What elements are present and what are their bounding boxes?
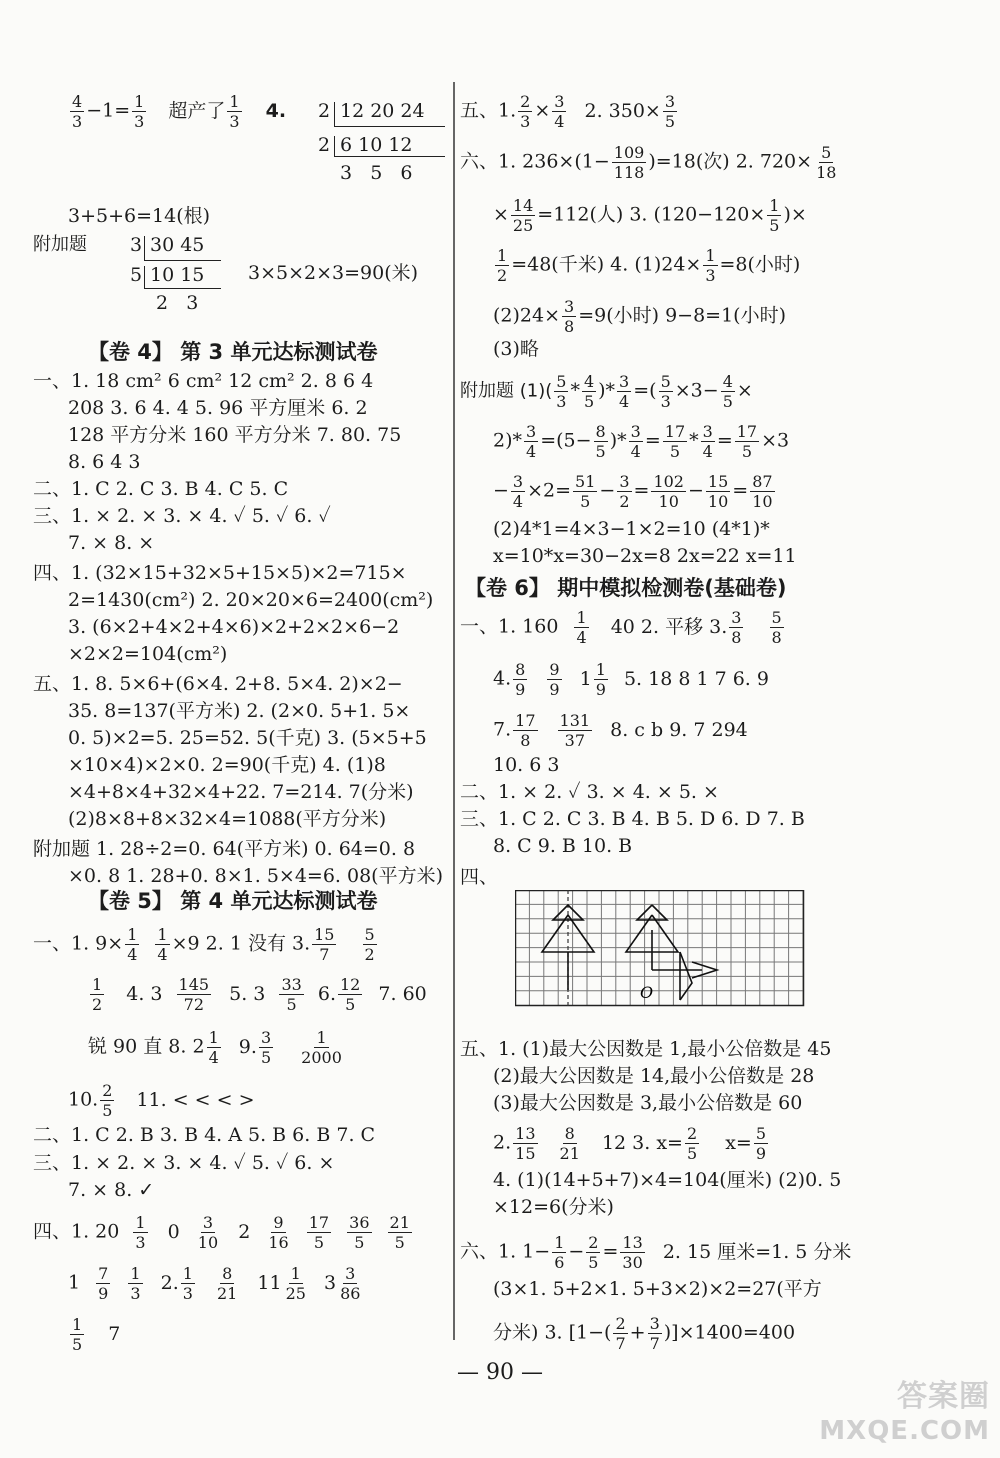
answer-line: 0. 5)×2=5. 25=52. 5(千克) 3. (5×5+5 xyxy=(68,727,427,749)
answer-line: ×0. 8 1. 28+0. 8×1. 5×4=6. 08(平方米) xyxy=(68,865,444,887)
answer-line: 8. C 9. B 10. B xyxy=(493,835,633,857)
section-heading: 【卷 4】 第 3 单元达标测试卷 xyxy=(88,340,378,364)
fraction: $\frac{1}{3}$ xyxy=(134,92,145,131)
answer-line: ×12=6(分米) xyxy=(493,1196,614,1218)
fraction: $\frac{1}{3}$ xyxy=(229,92,240,131)
answer-line: (2)24× $\frac{3}{8}$ =9(小时) 9−8=1(小时) xyxy=(493,297,787,336)
answer-line: ×10×4)×2×0. 2=90(千克) 4. (1)8 xyxy=(68,754,386,776)
answer-line: 10. 6 3 xyxy=(493,754,560,776)
answer-line: 四、1. 20 $\frac{1}{3}$ 0 $\frac{3}{10}$ 2 $\frac{9}{16}$ $\frac{17}{5}$ $\frac{36}{5}$ $\frac{21}{5}$ xyxy=(33,1213,410,1252)
answer-line: 一、1. 18 cm² 6 cm² 12 cm² 2. 8 6 4 xyxy=(33,370,374,392)
answer-line: 一、1. 160 $\frac{1}{4}$ 40 2. 平移 3. $\frac{3}{8}$ $\frac{5}{8}$ xyxy=(460,608,782,647)
answer-line: 二、1. C 2. B 3. B 4. A 5. B 6. B 7. C xyxy=(33,1124,376,1146)
answer-line: ×4+8×4+32×4+22. 7=214. 7(分米) xyxy=(68,781,414,803)
section-heading: 【卷 5】 第 4 单元达标测试卷 xyxy=(88,889,378,913)
answer-line: $\frac{4}{3}$ −1= $\frac{1}{3}$ 超产了 $\frac{1}{3}$ 4. xyxy=(72,92,287,131)
answer-line: 208 3. 6 4. 4 5. 96 平方厘米 6. 2 xyxy=(68,397,368,419)
answer-line: 分米) 3. [1−( $\frac{2}{7}$ + $\frac{3}{7}$ )]×1400=400 xyxy=(493,1314,796,1353)
answer-line: 五、1. 8. 5×6+(6×4. 2+8. 5×4. 2)×2− xyxy=(33,673,403,695)
answer-line: 二、1. C 2. C 3. B 4. C 5. C xyxy=(33,478,289,500)
answer-line: × $\frac{14}{25}$ =112(人) 3. (120−120× $\frac{1}{5}$ )× xyxy=(493,196,807,235)
answer-line: 2=1430(cm²) 2. 20×20×6=2400(cm²) xyxy=(68,589,434,611)
section-label: 附加题 xyxy=(33,234,87,255)
answer-line: $\frac{1}{2}$ 4. 3 $\frac{145}{72}$ 5. 3 $\frac{33}{5}$ 6. $\frac{12}{5}$ 7. 60 xyxy=(92,975,427,1014)
answer-line: 7. $\frac{17}{8}$ $\frac{131}{37}$ 8. c b 9. 7 294 xyxy=(493,711,748,750)
answer-line: 8. 6 4 3 xyxy=(68,451,141,473)
answer-line: 五、1. $\frac{2}{3}$ × $\frac{3}{4}$ 2. 350× $\frac{3}{5}$ xyxy=(460,92,676,131)
answer-line: 3. (6×2+4×2+4×6)×2+2×2×6−2 xyxy=(68,616,400,638)
answer-line: $\frac{1}{5}$ 7 xyxy=(72,1315,121,1354)
answer-line: 2)* $\frac{3}{4}$ =(5− $\frac{8}{5}$ )* $\frac{3}{4}$ = $\frac{17}{5}$ * $\frac{3}{4}$ = $\frac{17}{5}$ ×3 xyxy=(493,422,790,461)
section-heading: 【卷 6】 期中模拟检测卷(基础卷) xyxy=(465,576,787,600)
grid-figure xyxy=(515,890,815,1010)
answer-line: 三、1. × 2. × 3. × 4. ✓ 5. ✓ 6. × xyxy=(33,1152,335,1174)
answer-line: 3×5×2×3=90(米) xyxy=(248,262,419,284)
answer-line: 三、1. × 2. × 3. × 4. ✓ 5. ✓ 6. ✓ xyxy=(33,505,331,527)
answer-line: $\frac{1}{2}$ =48(千米) 4. (1)24× $\frac{1}{3}$ =8(小时) xyxy=(497,246,801,285)
answer-line: (3×1. 5+2×1. 5+3×2)×2=27(平方 xyxy=(493,1278,822,1300)
answer-line: − $\frac{3}{4}$ ×2= $\frac{51}{5}$ − $\frac{3}{2}$ = $\frac{102}{10}$ − $\frac{15}{10}$ = $\frac{87}{10}$ xyxy=(493,472,773,511)
answer-line: 六、1. 236×(1− $\frac{109}{118}$ )=18(次) 2. 720× $\frac{5}{18}$ xyxy=(460,143,837,182)
page-number: — 90 — xyxy=(457,1360,543,1385)
answer-line: x=10*x=30−2x=8 2x=22 x=11 xyxy=(493,545,797,567)
answer-line: 四、1. (32×15+32×5+15×5)×2=715× xyxy=(33,562,407,584)
answer-line: 128 平方分米 160 平方分米 7. 80. 75 xyxy=(68,424,402,446)
answer-line: 7. × 8. ✓ xyxy=(68,1179,155,1201)
answer-line: 附加题 1. 28÷2=0. 64(平方米) 0. 64=0. 8 xyxy=(33,838,416,860)
answer-line: (2)最大公因数是 14,最小公倍数是 28 xyxy=(493,1065,815,1087)
answer-line: 10. $\frac{2}{5}$ 11. < < < > xyxy=(68,1081,255,1120)
fraction: $\frac{4}{3}$ xyxy=(72,92,83,131)
answer-line: 3+5+6=14(根) xyxy=(68,205,211,227)
answer-line: 二、1. × 2. ✓ 3. × 4. × 5. × xyxy=(460,781,719,803)
answer-line: (2)4*1=4×3−1×2=10 (4*1)* xyxy=(493,518,770,540)
answer-line: 四、 xyxy=(460,866,499,888)
answer-line: (2)8×8+8×32×4=1088(平方分米) xyxy=(68,808,387,830)
answer-line: 一、1. 9× $\frac{1}{4}$ $\frac{1}{4}$ ×9 2. 1 没有 3. $\frac{15}{7}$ $\frac{5}{2}$ xyxy=(33,925,375,964)
answer-line: 2. $\frac{13}{15}$ $\frac{8}{21}$ 12 3. x= $\frac{2}{5}$ x= $\frac{5}{9}$ xyxy=(493,1124,767,1163)
answer-line: (3)最大公因数是 3,最小公倍数是 60 xyxy=(493,1092,803,1114)
column-divider xyxy=(453,82,455,1340)
answer-line: 六、1. 1− $\frac{1}{6}$ − $\frac{2}{5}$ = $\frac{13}{30}$ 2. 15 厘米=1. 5 分米 xyxy=(460,1233,852,1272)
answer-line: 五、1. (1)最大公因数是 1,最小公倍数是 45 xyxy=(460,1038,832,1060)
answer-line: 7. × 8. × xyxy=(68,532,155,554)
answer-line: 35. 8=137(平方米) 2. (2×0. 5+1. 5× xyxy=(68,700,411,722)
answer-line: 1 $\frac{7}{9}$ $\frac{1}{3}$ 2. $\frac{1}{3}$ $\frac{8}{21}$ 11 $\frac{1}{25}$ 3 $\frac{3}{86}$ xyxy=(68,1264,361,1303)
watermark: 答案圈 MXQE.COM xyxy=(819,1379,990,1446)
answer-line: (3)略 xyxy=(493,338,539,360)
answer-line: 附加题 (1)( $\frac{5}{3}$ * $\frac{4}{5}$ )* $\frac{3}{4}$ =( $\frac{5}{3}$ ×3− $\frac{4}{5}$ × xyxy=(460,372,753,411)
origin-label: O xyxy=(640,983,654,1002)
answer-line: 三、1. C 2. C 3. B 4. B 5. D 6. D 7. B xyxy=(460,808,805,830)
answer-line: 锐 90 直 8. 2 $\frac{1}{4}$ 9. $\frac{3}{5}$ $\frac{1}{2000}$ xyxy=(88,1028,342,1067)
answer-line: 4. (1)(14+5+7)×4=104(厘米) (2)0. 5 xyxy=(493,1169,842,1191)
answer-line: 4. $\frac{8}{9}$ $\frac{9}{9}$ 1 $\frac{1}{9}$ 5. 18 8 1 7 6. 9 xyxy=(493,660,769,699)
answer-line: ×2×2=104(cm²) xyxy=(68,643,228,665)
